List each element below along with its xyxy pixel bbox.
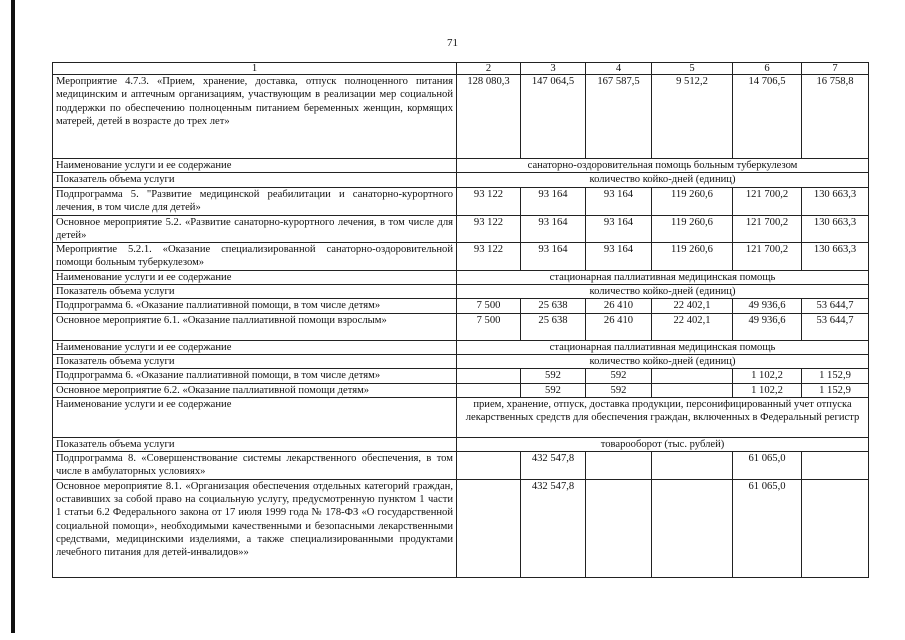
value-cell: 61 065,0	[733, 452, 802, 480]
value-cell: 93 164	[521, 187, 586, 215]
value-cell: 1 102,2	[733, 369, 802, 383]
value-cell: 16 758,8	[802, 75, 869, 159]
row-description: Основное мероприятие 8.1. «Организация обеспечения отдельных категорий граждан, оставивших за собой право на социальную услугу, предусмотренную пунктом 1 части 1 статьи 6.2 Федерального закона от 17 июля 1999 года № 178-ФЗ «О государственной социальной помощи», необходимыми качественными и безопасными лекарственными средствами, медицинскими изделиями, а также специализированными продуктами лечебного питания для детей-инвалидов»»	[53, 479, 457, 577]
value-cell: 93 164	[586, 243, 652, 271]
page-number: 71	[447, 37, 458, 49]
service-value: стационарная паллиативная медицинская помощь	[457, 270, 869, 284]
value-cell	[586, 452, 652, 480]
column-number: 2	[457, 63, 521, 75]
value-cell: 121 700,2	[733, 215, 802, 243]
binding-bar	[11, 0, 15, 633]
service-row	[53, 285, 869, 299]
row-description: Основное мероприятие 6.2. «Оказание паллиативной помощи детям»	[53, 383, 457, 397]
value-cell: 121 700,2	[733, 187, 802, 215]
table-row	[53, 313, 869, 340]
value-cell: 119 260,6	[652, 187, 733, 215]
value-cell: 592	[521, 383, 586, 397]
table-row	[53, 75, 869, 159]
service-label: Показатель объема услуги	[53, 354, 457, 368]
service-label: Показатель объема услуги	[53, 173, 457, 187]
value-cell: 119 260,6	[652, 243, 733, 271]
value-cell: 130 663,3	[802, 243, 869, 271]
table-row	[53, 369, 869, 383]
service-label: Наименование услуги и ее содержание	[53, 397, 457, 437]
value-cell: 7 500	[457, 313, 521, 340]
column-number: 1	[53, 63, 457, 75]
data-table	[52, 62, 869, 578]
value-cell: 130 663,3	[802, 215, 869, 243]
value-cell: 93 122	[457, 243, 521, 271]
service-row	[53, 173, 869, 187]
value-cell: 22 402,1	[652, 299, 733, 313]
table-row	[53, 479, 869, 577]
column-number: 5	[652, 63, 733, 75]
value-cell: 9 512,2	[652, 75, 733, 159]
column-number: 4	[586, 63, 652, 75]
value-cell: 1 152,9	[802, 369, 869, 383]
value-cell: 93 164	[521, 215, 586, 243]
value-cell: 53 644,7	[802, 313, 869, 340]
service-label: Наименование услуги и ее содержание	[53, 270, 457, 284]
service-value: количество койко-дней (единиц)	[457, 354, 869, 368]
value-cell	[652, 452, 733, 480]
value-cell: 49 936,6	[733, 299, 802, 313]
value-cell	[457, 369, 521, 383]
row-description: Подпрограмма 8. «Совершенствование системы лекарственного обеспечения, в том числе в амбулаторных условиях»	[53, 452, 457, 480]
value-cell: 22 402,1	[652, 313, 733, 340]
service-value: количество койко-дней (единиц)	[457, 173, 869, 187]
service-row	[53, 354, 869, 368]
value-cell	[802, 452, 869, 480]
value-cell: 93 122	[457, 215, 521, 243]
service-row	[53, 340, 869, 354]
service-row	[53, 270, 869, 284]
service-value: товарооборот (тыс. рублей)	[457, 437, 869, 451]
value-cell: 592	[586, 383, 652, 397]
value-cell: 121 700,2	[733, 243, 802, 271]
column-number-row	[53, 63, 869, 75]
value-cell: 26 410	[586, 313, 652, 340]
value-cell	[652, 369, 733, 383]
value-cell: 432 547,8	[521, 479, 586, 577]
table-row	[53, 243, 869, 271]
value-cell	[457, 479, 521, 577]
service-value: количество койко-дней (единиц)	[457, 285, 869, 299]
table-row	[53, 383, 869, 397]
value-cell: 1 102,2	[733, 383, 802, 397]
value-cell	[652, 383, 733, 397]
table-row	[53, 452, 869, 480]
value-cell	[457, 383, 521, 397]
value-cell	[457, 452, 521, 480]
row-description: Подпрограмма 5. "Развитие медицинской реабилитации и санаторно-курортного лечения, в том числе для детей»	[53, 187, 457, 215]
service-label: Наименование услуги и ее содержание	[53, 159, 457, 173]
service-row	[53, 437, 869, 451]
value-cell: 432 547,8	[521, 452, 586, 480]
value-cell: 49 936,6	[733, 313, 802, 340]
service-value: санаторно-оздоровительная помощь больным туберкулезом	[457, 159, 869, 173]
value-cell	[586, 479, 652, 577]
service-value: прием, хранение, отпуск, доставка продукции, персонифицированный учет отпуска лекарственных средств для обеспечения граждан, включенных в Федеральный регистр	[457, 397, 869, 437]
column-number: 7	[802, 63, 869, 75]
value-cell: 128 080,3	[457, 75, 521, 159]
service-row	[53, 159, 869, 173]
value-cell: 147 064,5	[521, 75, 586, 159]
value-cell: 25 638	[521, 299, 586, 313]
value-cell: 93 164	[521, 243, 586, 271]
value-cell: 592	[586, 369, 652, 383]
service-label: Наименование услуги и ее содержание	[53, 340, 457, 354]
value-cell: 1 152,9	[802, 383, 869, 397]
value-cell: 14 706,5	[733, 75, 802, 159]
value-cell: 130 663,3	[802, 187, 869, 215]
value-cell: 167 587,5	[586, 75, 652, 159]
value-cell: 93 164	[586, 187, 652, 215]
value-cell: 26 410	[586, 299, 652, 313]
value-cell: 53 644,7	[802, 299, 869, 313]
table-row	[53, 215, 869, 243]
row-description: Основное мероприятие 6.1. «Оказание паллиативной помощи взрослым»	[53, 313, 457, 340]
value-cell	[652, 479, 733, 577]
row-description: Мероприятие 5.2.1. «Оказание специализированной санаторно-оздоровительной помощи больным туберкулезом»	[53, 243, 457, 271]
table-row	[53, 187, 869, 215]
row-description: Основное мероприятие 5.2. «Развитие санаторно-курортного лечения, в том числе для детей»	[53, 215, 457, 243]
value-cell: 93 164	[586, 215, 652, 243]
table-row	[53, 299, 869, 313]
service-label: Показатель объема услуги	[53, 285, 457, 299]
value-cell: 119 260,6	[652, 215, 733, 243]
service-row	[53, 397, 869, 437]
value-cell: 25 638	[521, 313, 586, 340]
value-cell	[802, 479, 869, 577]
row-description: Подпрограмма 6. «Оказание паллиативной помощи, в том числе детям»	[53, 369, 457, 383]
column-number: 6	[733, 63, 802, 75]
value-cell: 592	[521, 369, 586, 383]
value-cell: 61 065,0	[733, 479, 802, 577]
value-cell: 93 122	[457, 187, 521, 215]
row-description: Подпрограмма 6. «Оказание паллиативной помощи, в том числе детям»	[53, 299, 457, 313]
column-number: 3	[521, 63, 586, 75]
service-label: Показатель объема услуги	[53, 437, 457, 451]
row-description: Мероприятие 4.7.3. «Прием, хранение, доставка, отпуск полноценного питания медицинским и аптечным организациям, участвующим в реализации мер социальной поддержки по обеспечению полноценным питанием беременных женщин, кормящих матерей, детей в возрасте до трех лет»	[53, 75, 457, 159]
service-value: стационарная паллиативная медицинская помощь	[457, 340, 869, 354]
value-cell: 7 500	[457, 299, 521, 313]
